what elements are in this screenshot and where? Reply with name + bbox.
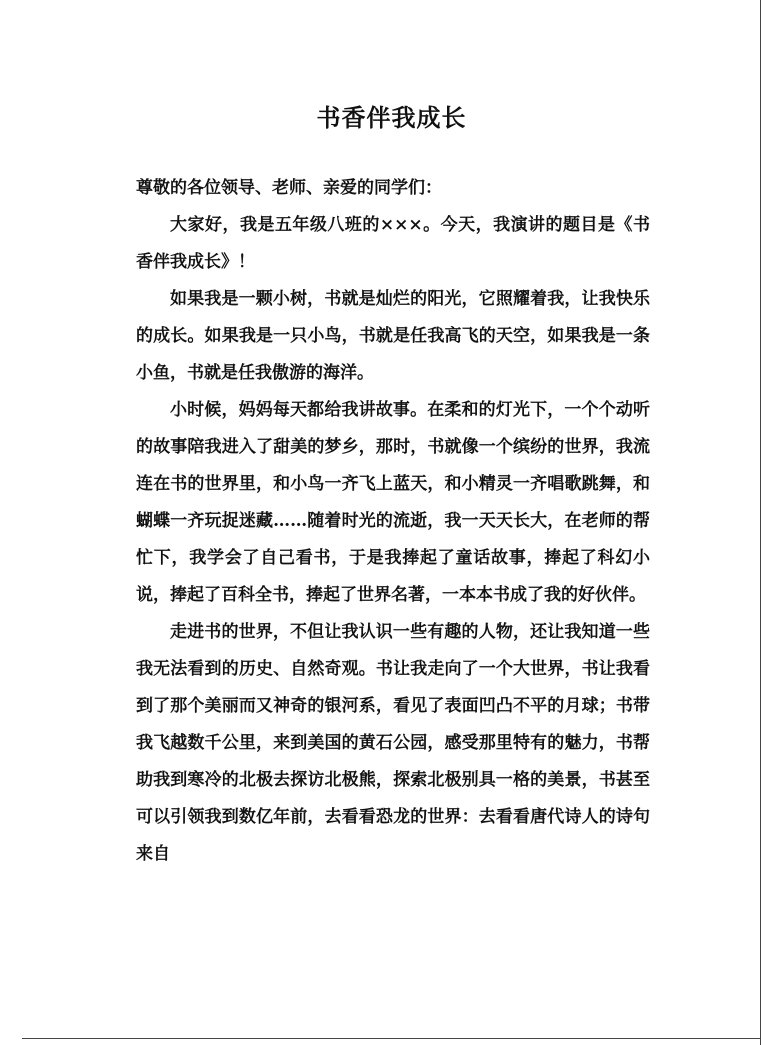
salutation: 尊敬的各位领导、老师、亲爱的同学们： xyxy=(136,178,442,198)
page-right-border xyxy=(760,0,761,1045)
paragraph: 走进书的世界，不但让我认识一些有趣的人物，还让我知道一些我无法看到的历史、自然奇观。书让我走向了一个大世界，书让我看到了那个美丽而又神奇的银河系，看见了表面凹凸不平的月球；书带我飞越数千公里，来到美国的黄石公园，感受那里特有的魅力，书帮助我到寒冷的北极去探访北极熊，探索北极别具一格的美景，书甚至可以引领我到数亿年前，去看看恐龙的世界：去看看唐代诗人的诗句来自 xyxy=(136,622,650,864)
document-body xyxy=(136,170,650,873)
page-title: 书香伴我成长 xyxy=(316,103,467,132)
paragraph: 大家好，我是五年级八班的×××。今天，我演讲的题目是《书香伴我成长》！ xyxy=(136,215,650,272)
paragraph: 如果我是一颗小树，书就是灿烂的阳光，它照耀着我，让我快乐的成长。如果我是一只小鸟，书就是任我高飞的天空，如果我是一条小鱼，书就是任我傲游的海洋。 xyxy=(136,289,650,383)
page-bottom-border xyxy=(22,1038,760,1039)
paragraph: 小时候，妈妈每天都给我讲故事。在柔和的灯光下，一个个动听的故事陪我进入了甜美的梦乡，那时，书就像一个缤纷的世界，我流连在书的世界里，和小鸟一齐飞上蓝天，和小精灵一齐唱歌跳舞，和蝴蝶一齐玩捉迷藏……随着时光的流逝，我一天天长大，在老师的帮忙下，我学会了自己看书，于是我捧起了童话故事，捧起了科幻小说，捧起了百科全书，捧起了世界名著，一本本书成了我的好伙伴。 xyxy=(136,400,650,605)
